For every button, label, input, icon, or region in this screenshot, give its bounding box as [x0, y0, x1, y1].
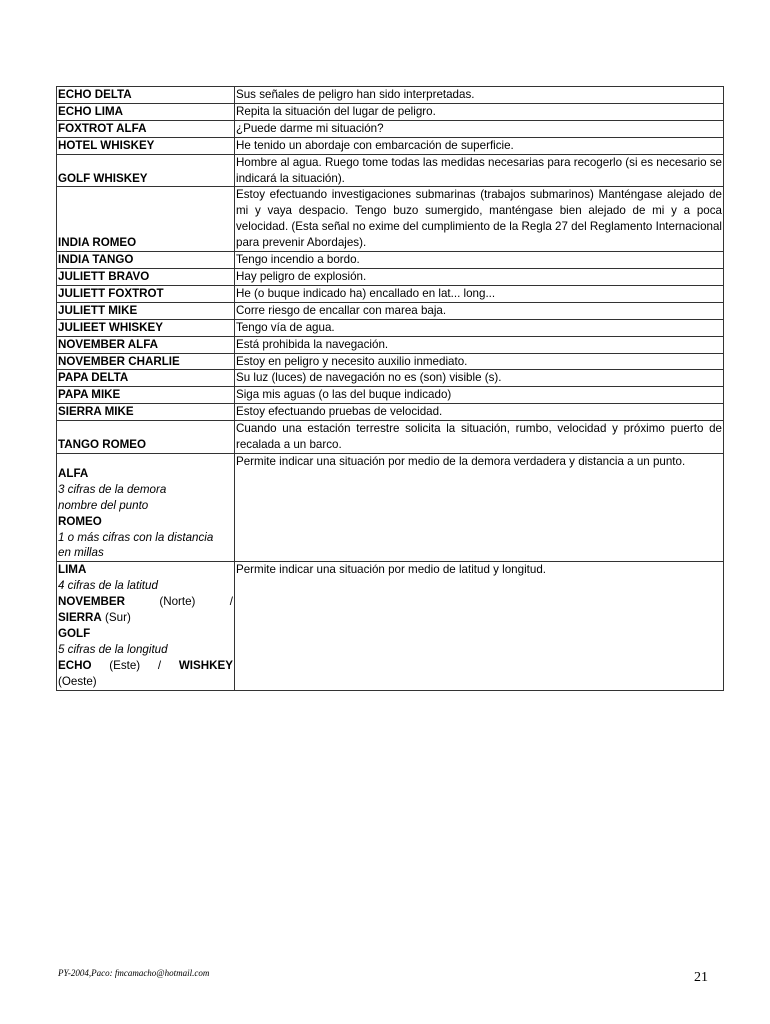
golf-label: GOLF: [58, 627, 91, 640]
table-row: [57, 285, 724, 302]
november-label: NOVEMBER: [58, 595, 125, 609]
signal-meaning: Hombre al agua. Ruego tome todas las medidas necesarias para recogerlo (si es necesario se indicará la situación).: [235, 154, 724, 187]
signal-meaning: Corre riesgo de encallar con marea baja.: [235, 302, 724, 319]
table-row: [57, 302, 724, 319]
signal-code: PAPA DELTA: [57, 370, 235, 387]
wishkey-label: WISHKEY: [178, 658, 233, 672]
longitud-label: 5 cifras de la longitud: [58, 642, 168, 656]
signal-meaning: Estoy en peligro y necesito auxilio inmediato.: [235, 353, 724, 370]
signal-meaning: Hay peligro de explosión.: [235, 268, 724, 285]
signal-meaning: Sus señales de peligro han sido interpretadas.: [235, 87, 724, 104]
este-label: (Este): [109, 658, 141, 672]
signal-code: SIERRA MIKE: [57, 404, 235, 421]
table-row: [57, 387, 724, 404]
norte-label: (Norte): [159, 595, 196, 609]
signal-code: INDIA TANGO: [57, 252, 235, 269]
signal-code: ECHO DELTA: [57, 87, 235, 104]
signal-code: PAPA MIKE: [57, 387, 235, 404]
signal-meaning: He tenido un abordaje con embarcación de superficie.: [235, 137, 724, 154]
slash-separator: /: [157, 658, 162, 672]
signal-meaning: ¿Puede darme mi situación?: [235, 120, 724, 137]
table-row: [57, 421, 724, 454]
signal-meaning: Siga mis aguas (o las del buque indicado): [235, 387, 724, 404]
sur-label: (Sur): [105, 611, 131, 625]
signal-meaning: Permite indicar una situación por medio de la demora verdadera y distancia a un punto.: [235, 453, 724, 561]
signal-meaning: Su luz (luces) de navegación no es (son) visible (s).: [235, 370, 724, 387]
demora-label: 3 cifras de la demora: [58, 482, 167, 496]
table-row: [57, 370, 724, 387]
signal-meaning: Estoy efectuando investigaciones submarinas (trabajos submarinos) Manténgase alejado de mi y vaya despacio. Tengo buzo sumergido, manténgase bien alejado de mi y a poca velocidad. (Esta señal no exime del cumplimiento de la Regla 27 del Reglamento Internacional para prevenir Abordajes).: [235, 187, 724, 252]
signal-meaning: Estoy efectuando pruebas de velocidad.: [235, 404, 724, 421]
signal-code: JULIETT BRAVO: [57, 268, 235, 285]
echo-label: ECHO: [58, 658, 92, 672]
signal-code: NOVEMBER CHARLIE: [57, 353, 235, 370]
signal-code: TANGO ROMEO: [57, 421, 235, 454]
table-row: [57, 252, 724, 269]
table-row: [57, 87, 724, 104]
table-row: [57, 154, 724, 187]
table-row: [57, 336, 724, 353]
table-row-alfa-romeo: [57, 453, 724, 561]
november-line: [58, 594, 233, 610]
signal-code: JULIETT MIKE: [57, 302, 235, 319]
signal-code: JULIEET WHISKEY: [57, 319, 235, 336]
slash-separator: /: [229, 595, 233, 609]
signal-code: GOLF WHISKEY: [57, 154, 235, 187]
alfa-label: ALFA: [58, 466, 89, 480]
distancia-label: 1 o más cifras con la distancia: [58, 530, 214, 544]
sierra-line: [58, 610, 233, 626]
signal-code: ECHO LIMA: [57, 103, 235, 120]
signal-meaning: Tengo incendio a bordo.: [235, 252, 724, 269]
millas-label: en millas: [58, 546, 104, 560]
page-number: 21: [694, 970, 708, 985]
alfa-romeo-code-cell: [57, 453, 235, 561]
table-row: [57, 353, 724, 370]
lima-label: LIMA: [58, 563, 87, 577]
signal-meaning: Permite indicar una situación por medio de latitud y longitud.: [235, 562, 724, 690]
punto-label: nombre del punto: [58, 498, 149, 512]
table-row: [57, 404, 724, 421]
lima-code-cell: [57, 562, 235, 690]
signal-meaning: Repita la situación del lugar de peligro.: [235, 103, 724, 120]
signal-meaning: Está prohibida la navegación.: [235, 336, 724, 353]
table-row: [57, 268, 724, 285]
signal-code: INDIA ROMEO: [57, 187, 235, 252]
oeste-label: (Oeste): [58, 674, 97, 688]
signal-code: HOTEL WHISKEY: [57, 137, 235, 154]
romeo-label: ROMEO: [58, 514, 102, 528]
table-row: [57, 120, 724, 137]
latitud-label: 4 cifras de la latitud: [58, 579, 158, 593]
echo-line: [58, 658, 233, 674]
signal-code: FOXTROT ALFA: [57, 120, 235, 137]
signal-code: JULIETT FOXTROT: [57, 285, 235, 302]
table-row: [57, 319, 724, 336]
sierra-label: SIERRA: [58, 611, 102, 625]
table-row: [57, 187, 724, 252]
footer-author: PY-2004,Paco: fmcamacho@hotmail.com: [58, 968, 210, 978]
signal-codes-table: [56, 86, 724, 691]
signal-meaning: He (o buque indicado ha) encallado en lat... long...: [235, 285, 724, 302]
signal-code: NOVEMBER ALFA: [57, 336, 235, 353]
signal-meaning: Cuando una estación terrestre solicita la situación, rumbo, velocidad y próximo puerto de recalada a un barco.: [235, 421, 724, 454]
table-row: [57, 137, 724, 154]
table-row: [57, 103, 724, 120]
signal-codes-body: [57, 87, 724, 691]
signal-meaning: Tengo vía de agua.: [235, 319, 724, 336]
table-row-lima: [57, 562, 724, 690]
